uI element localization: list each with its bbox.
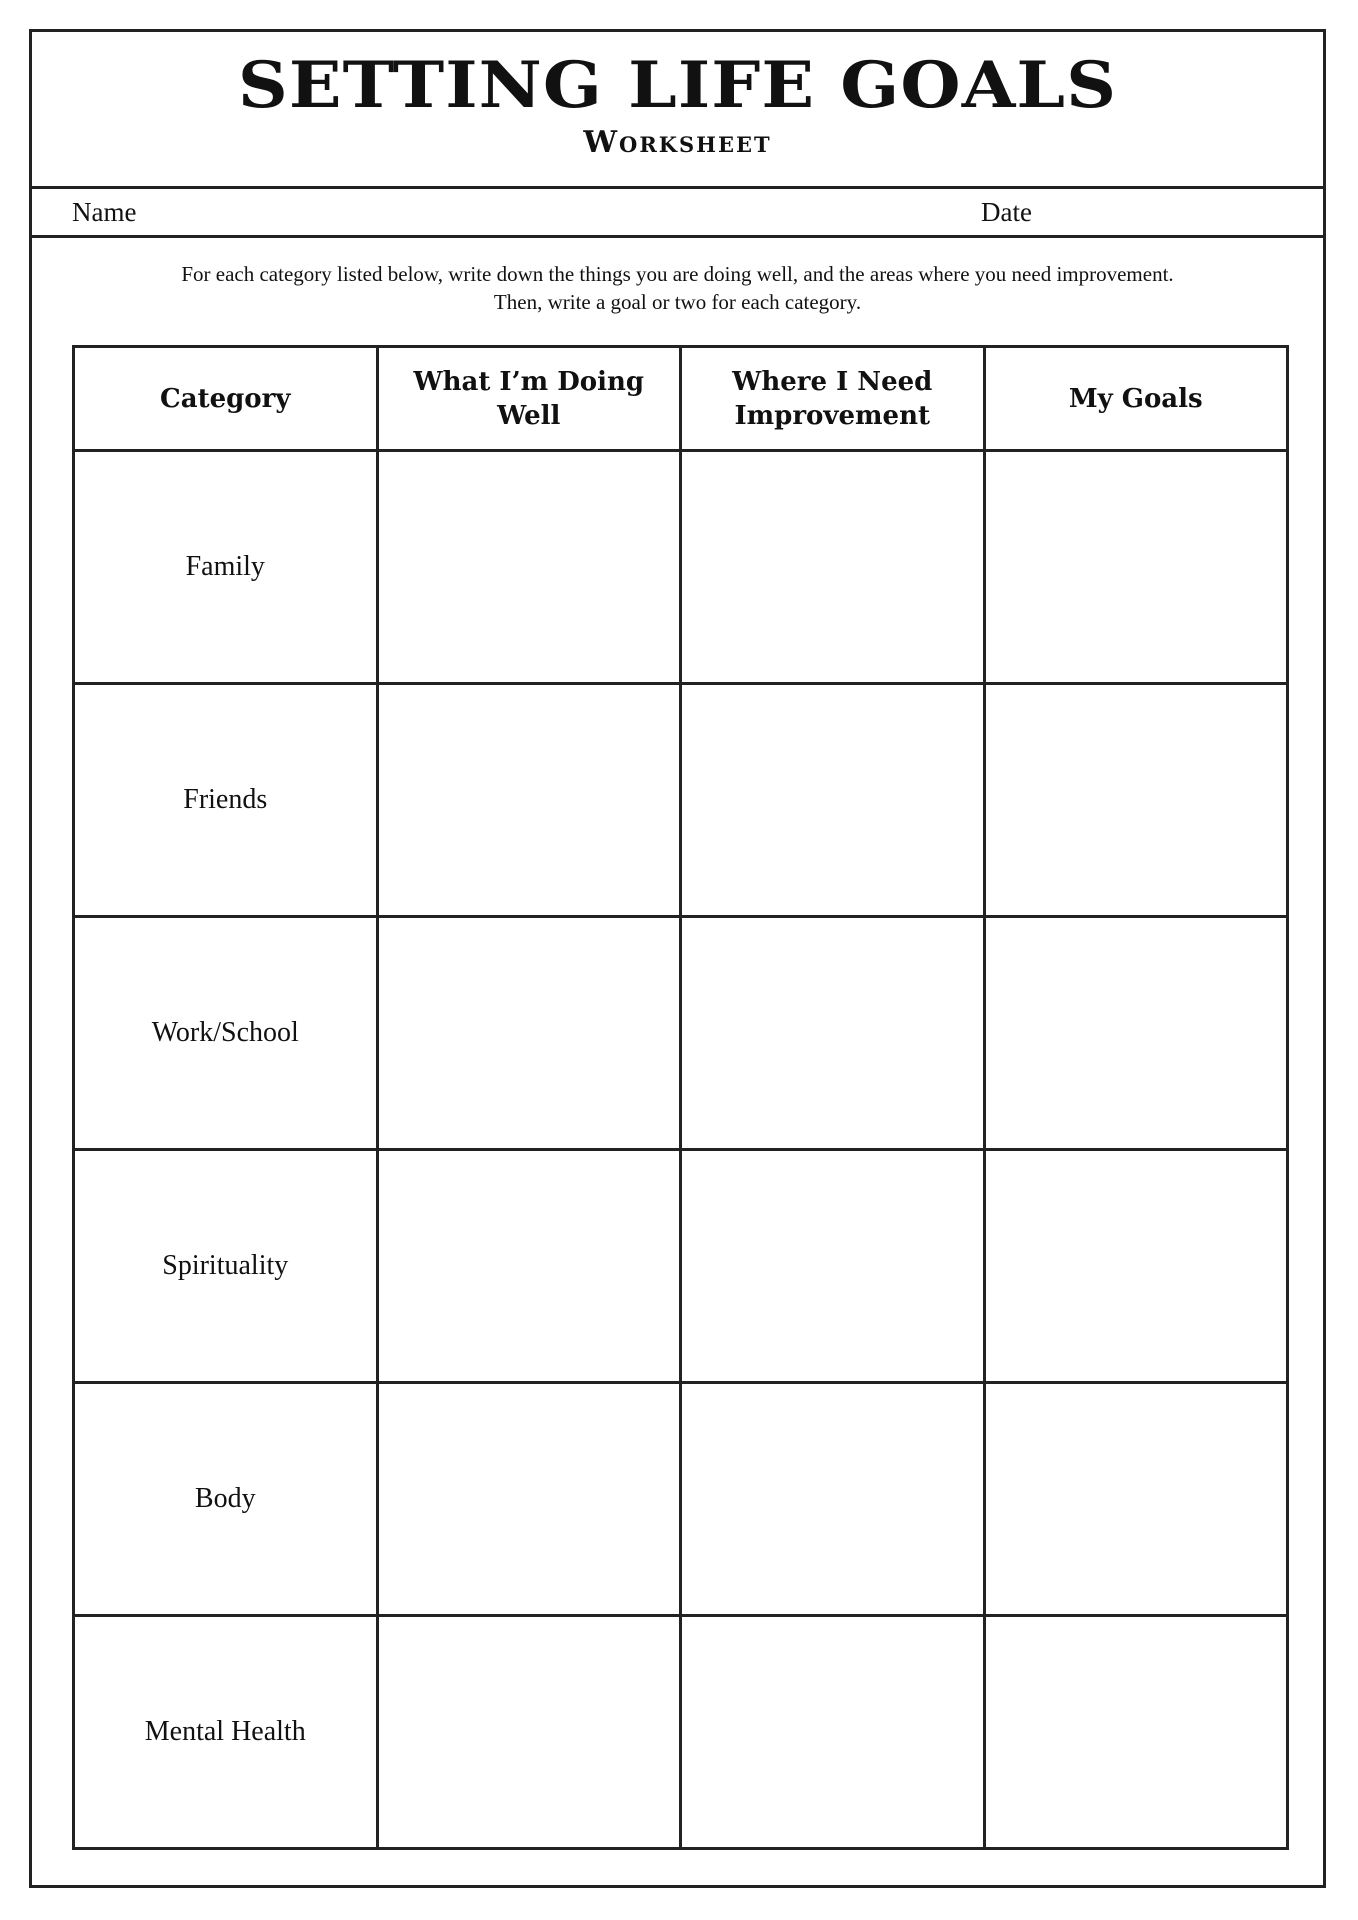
worksheet-frame: [29, 29, 1326, 1888]
category-cell: Mental Health: [74, 1616, 378, 1849]
column-header-doing-well: [377, 347, 681, 451]
goals-table: [72, 345, 1289, 1850]
table-row: [74, 1150, 1288, 1383]
need-improvement-cell[interactable]: [681, 1150, 985, 1383]
date-field-label: Date: [981, 197, 1032, 227]
column-header-line: What I’m Doing: [413, 366, 645, 397]
column-header-line: Improvement: [734, 400, 930, 431]
page-title: SETTING LIFE GOALS: [237, 48, 1118, 123]
need-improvement-cell[interactable]: [681, 451, 985, 684]
column-header-line: My Goals: [1068, 383, 1203, 414]
column-header-category: [74, 347, 378, 451]
need-improvement-cell[interactable]: [681, 1383, 985, 1616]
table-row: [74, 684, 1288, 917]
my-goals-cell[interactable]: [984, 1150, 1288, 1383]
my-goals-cell[interactable]: [984, 684, 1288, 917]
need-improvement-cell[interactable]: [681, 917, 985, 1150]
category-cell: Friends: [74, 684, 378, 917]
name-date-bar: [32, 189, 1323, 238]
doing-well-cell[interactable]: [377, 451, 681, 684]
my-goals-cell[interactable]: [984, 1383, 1288, 1616]
page-subtitle: Worksheet: [583, 125, 772, 160]
column-header-my-goals: [984, 347, 1288, 451]
category-cell: Family: [74, 451, 378, 684]
category-cell: Spirituality: [74, 1150, 378, 1383]
my-goals-cell[interactable]: [984, 451, 1288, 684]
column-header-line: Category: [160, 383, 291, 414]
doing-well-cell[interactable]: [377, 917, 681, 1150]
column-header-line: Well: [497, 400, 561, 431]
worksheet-header: [32, 32, 1323, 189]
doing-well-cell[interactable]: [377, 1150, 681, 1383]
doing-well-cell[interactable]: [377, 684, 681, 917]
table-row: [74, 1616, 1288, 1849]
table-header-row: [74, 347, 1288, 451]
category-cell: Work/School: [74, 917, 378, 1150]
need-improvement-cell[interactable]: [681, 684, 985, 917]
table-row: [74, 917, 1288, 1150]
table-row: [74, 1383, 1288, 1616]
instructions: [32, 260, 1323, 316]
my-goals-cell[interactable]: [984, 1616, 1288, 1849]
need-improvement-cell[interactable]: [681, 1616, 985, 1849]
column-header-need-improvement: [681, 347, 985, 451]
my-goals-cell[interactable]: [984, 917, 1288, 1150]
instructions-line-1: For each category listed below, write down the things you are doing well, and the areas where you need improvement.: [181, 262, 1174, 286]
doing-well-cell[interactable]: [377, 1616, 681, 1849]
category-cell: Body: [74, 1383, 378, 1616]
doing-well-cell[interactable]: [377, 1383, 681, 1616]
instructions-line-2: Then, write a goal or two for each category.: [493, 290, 862, 314]
column-header-line: Where I Need: [732, 366, 933, 397]
name-field-label: Name: [72, 197, 137, 227]
table-row: [74, 451, 1288, 684]
